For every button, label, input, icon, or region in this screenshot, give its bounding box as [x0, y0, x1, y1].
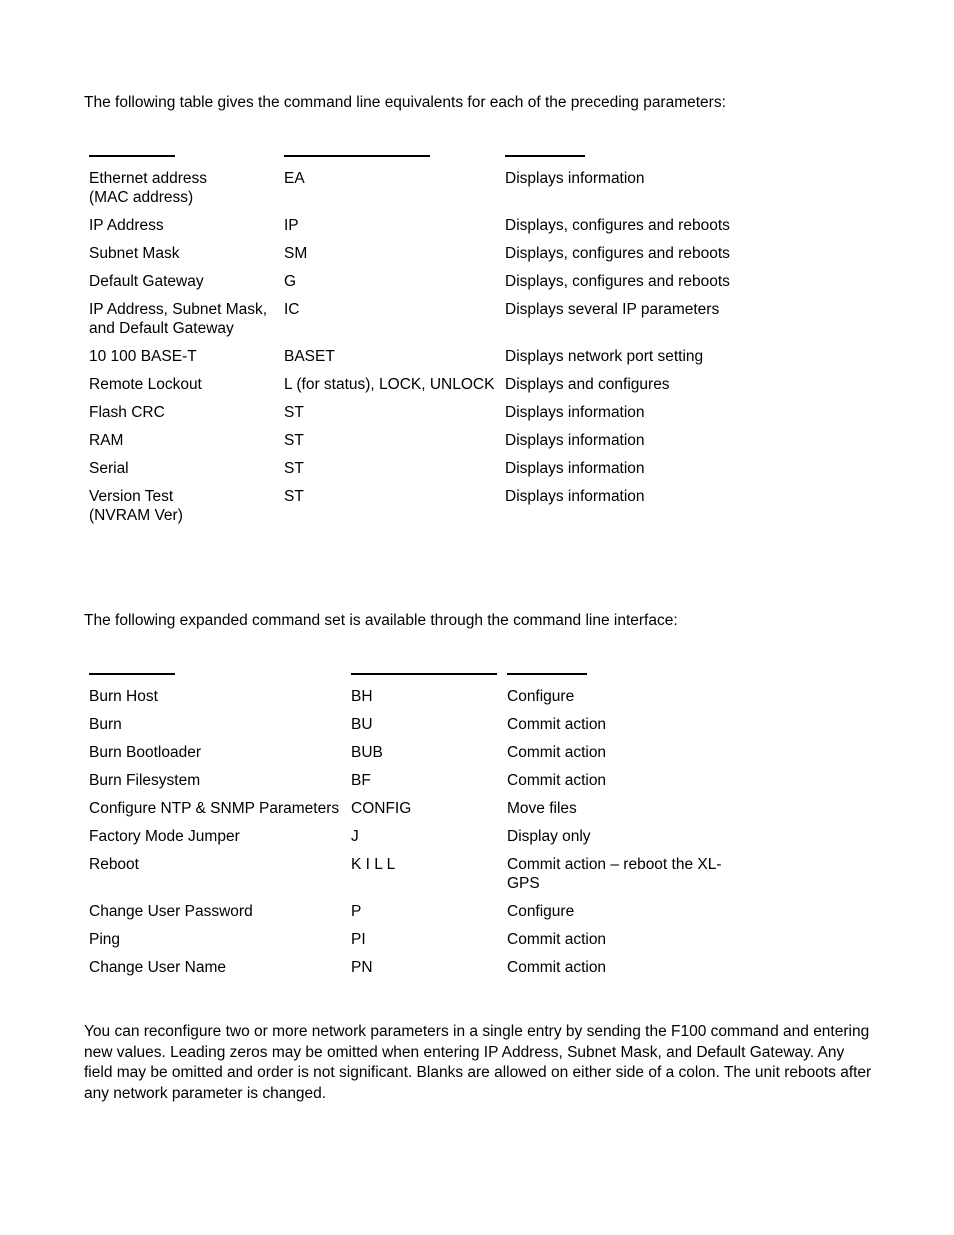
header-rule-command: [351, 673, 497, 675]
action-cell: Configure: [507, 688, 575, 705]
parameter-cell: IP Address: [89, 217, 164, 234]
command-cell: PN: [351, 959, 373, 976]
command-cell: G: [284, 273, 297, 290]
command-cell: IC: [284, 301, 300, 318]
intro-paragraph: The following table gives the command line equivalents for each of the preceding parameters:: [84, 94, 726, 111]
command-cell: BU: [351, 716, 373, 733]
command-name-cell: Burn Filesystem: [89, 772, 201, 789]
command-name-cell: Change User Name: [89, 959, 226, 976]
parameter-cell: Flash CRC: [89, 404, 165, 421]
command-cell: ST: [284, 488, 304, 505]
header-rule-function: [505, 155, 585, 157]
command-name-cell: Burn Host: [89, 688, 158, 705]
action-cell: Display only: [507, 828, 591, 845]
command-cell: EA: [284, 170, 305, 187]
function-cell: Displays information: [505, 170, 645, 187]
function-cell: Displays, configures and reboots: [505, 217, 730, 234]
header-rule-name: [89, 673, 175, 675]
function-cell: Displays information: [505, 404, 645, 421]
parameter-cell: Subnet Mask: [89, 245, 180, 262]
command-cell: J: [351, 828, 359, 845]
parameter-cell: Version Test (NVRAM Ver): [89, 488, 183, 524]
command-name-cell: Configure NTP & SNMP Parameters: [89, 800, 340, 817]
command-name-cell: Change User Password: [89, 903, 253, 920]
function-cell: Displays information: [505, 460, 645, 477]
header-rule-parameter: [89, 155, 175, 157]
command-name-cell: Burn: [89, 716, 122, 733]
command-cell: BH: [351, 688, 373, 705]
command-cell: PI: [351, 931, 366, 948]
action-cell: Configure: [507, 903, 575, 920]
command-name-cell: Reboot: [89, 856, 139, 873]
function-cell: Displays, configures and reboots: [505, 273, 730, 290]
command-cell: BASET: [284, 348, 335, 365]
parameter-cell: RAM: [89, 432, 124, 449]
function-cell: Displays network port setting: [505, 348, 704, 365]
action-cell: Commit action – reboot the XL- GPS: [507, 856, 722, 892]
command-cell: BUB: [351, 744, 383, 761]
parameter-cell: 10 100 BASE-T: [89, 348, 197, 365]
command-cell: ST: [284, 460, 304, 477]
function-cell: Displays and configures: [505, 376, 670, 393]
command-name-cell: Burn Bootloader: [89, 744, 202, 761]
command-cell: P: [351, 903, 362, 920]
action-cell: Move files: [507, 800, 577, 817]
command-cell: IP: [284, 217, 299, 234]
command-cell: SM: [284, 245, 308, 262]
command-name-cell: Factory Mode Jumper: [89, 828, 240, 845]
command-name-cell: Ping: [89, 931, 121, 948]
function-cell: Displays information: [505, 488, 645, 505]
action-cell: Commit action: [507, 772, 607, 789]
parameter-cell: Remote Lockout: [89, 376, 202, 393]
command-cell: CONFIG: [351, 800, 412, 817]
command-cell: K I L L: [351, 856, 396, 873]
command-cell: BF: [351, 772, 371, 789]
expanded-command-intro: The following expanded command set is available through the command line interface:: [84, 612, 678, 629]
header-rule-action: [507, 673, 587, 675]
function-cell: Displays several IP parameters: [505, 301, 720, 318]
parameter-cell: Default Gateway: [89, 273, 204, 290]
command-cell: L (for status), LOCK, UNLOCK: [284, 376, 495, 393]
header-rule-command: [284, 155, 430, 157]
action-cell: Commit action: [507, 716, 607, 733]
action-cell: Commit action: [507, 959, 607, 976]
parameter-cell: Serial: [89, 460, 129, 477]
command-cell: ST: [284, 432, 304, 449]
parameter-cell: Ethernet address (MAC address): [89, 170, 208, 206]
function-cell: Displays, configures and reboots: [505, 245, 730, 262]
action-cell: Commit action: [507, 744, 607, 761]
function-cell: Displays information: [505, 432, 645, 449]
command-cell: ST: [284, 404, 304, 421]
action-cell: Commit action: [507, 931, 607, 948]
closing-paragraph: You can reconfigure two or more network parameters in a single entry by sending the F100 command and entering new values. Leading zeros may be omitted when entering IP Address, Subnet Mask, and Default Gateway. Any field may be omitted and order is not significant. Blanks are allowed on either side of a colon. The unit reboots after any network parameter is changed.: [84, 1023, 872, 1102]
parameter-cell: IP Address, Subnet Mask, and Default Gateway: [89, 301, 268, 337]
